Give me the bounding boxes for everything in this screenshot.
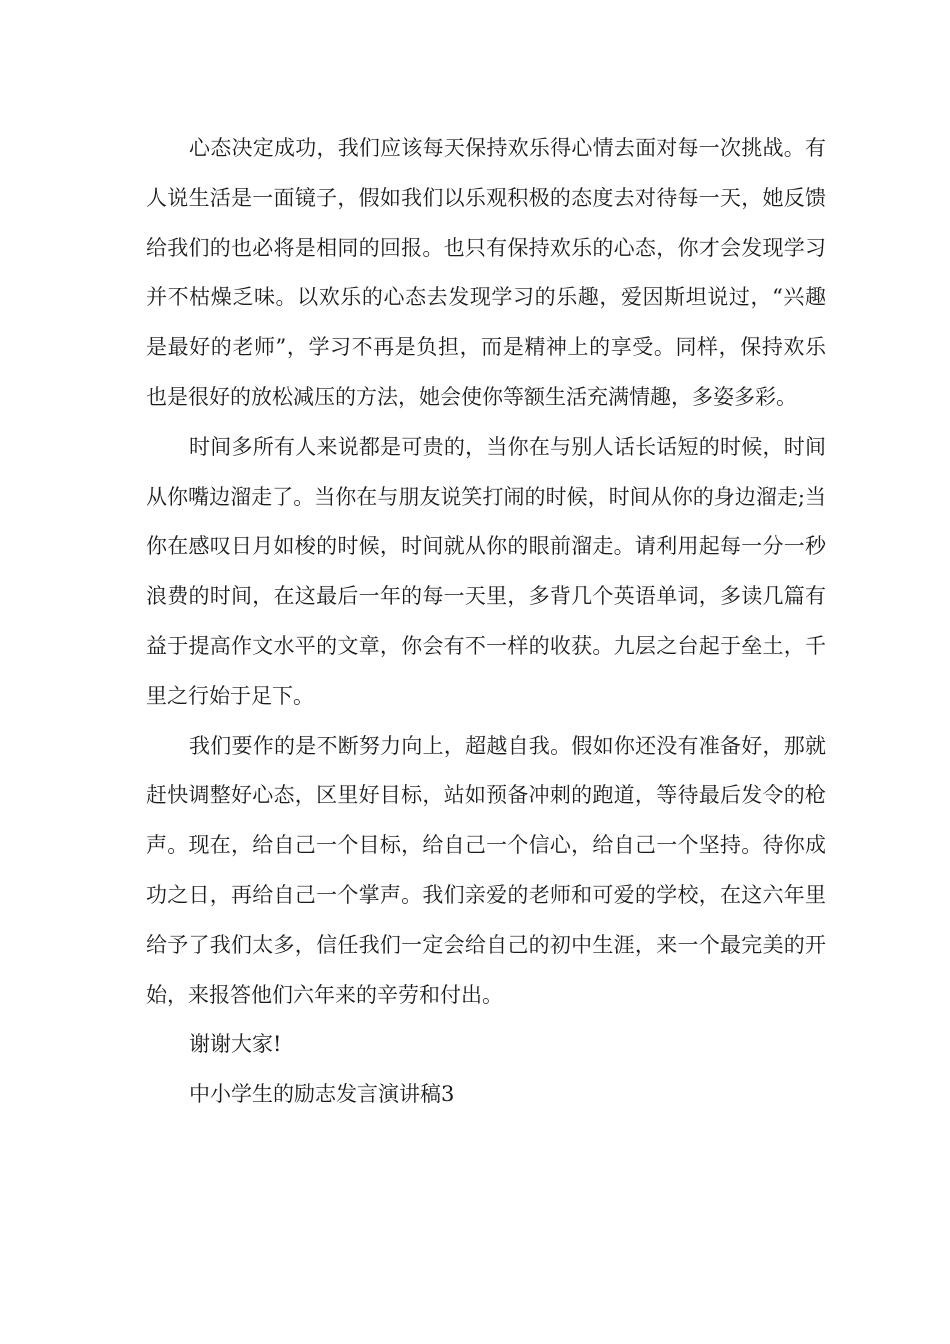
paragraph-thanks: 谢谢大家! (189, 1032, 282, 1057)
section-heading: 中小学生的励志发言演讲稿3 (189, 1082, 455, 1107)
paragraph-value-time: 时间多所有人来说都是可贵的，当你在与别人话长话短的时候，时间从你嘴边溜走了。当你在与朋友说笑打闹的时候，时间从你的身边溜走;当你在感叹日月如梭的时候，时间就从你的眼前溜走。请利用起每一分一秒浪费的时间，在这最后一年的每一天里，多背几个英语单词，多读几篇有益于提高作文水平的文章，你会有不一样的收获。九层之台起于垒土，千里之行始于足下。 (146, 434, 826, 708)
paragraph-surpass-self: 我们要作的是不断努力向上，超越自我。假如你还没有准备好，那就赶快调整好心态，区里好目标，站如预备冲刺的跑道，等待最后发令的枪声。现在，给自己一个目标，给自己一个信心，给自己一个坚持。待你成功之日，再给自己一个掌声。我们亲爱的老师和可爱的学校，在这六年里给予了我们太多，信任我们一定会给自己的初中生涯，来一个最完美的开始，来报答他们六年来的辛劳和付出。 (146, 733, 826, 1007)
paragraph-happy-mindset: 心态决定成功，我们应该每天保持欢乐得心情去面对每一次挑战。有人说生活是一面镜子，假如我们以乐观积极的态度去对待每一天，她反馈给我们的也必将是相同的回报。也只有保持欢乐的心态，你才会发现学习并不枯燥乏味。以欢乐的心态去发现学习的乐趣，爱因斯坦说过，“兴趣是最好的老师”，学习不再是负担，而是精神上的享受。同样，保持欢乐也是很好的放松减压的方法，她会使你等额生活充满情趣，多姿多彩。 (146, 136, 826, 409)
document-body (146, 124, 826, 1120)
